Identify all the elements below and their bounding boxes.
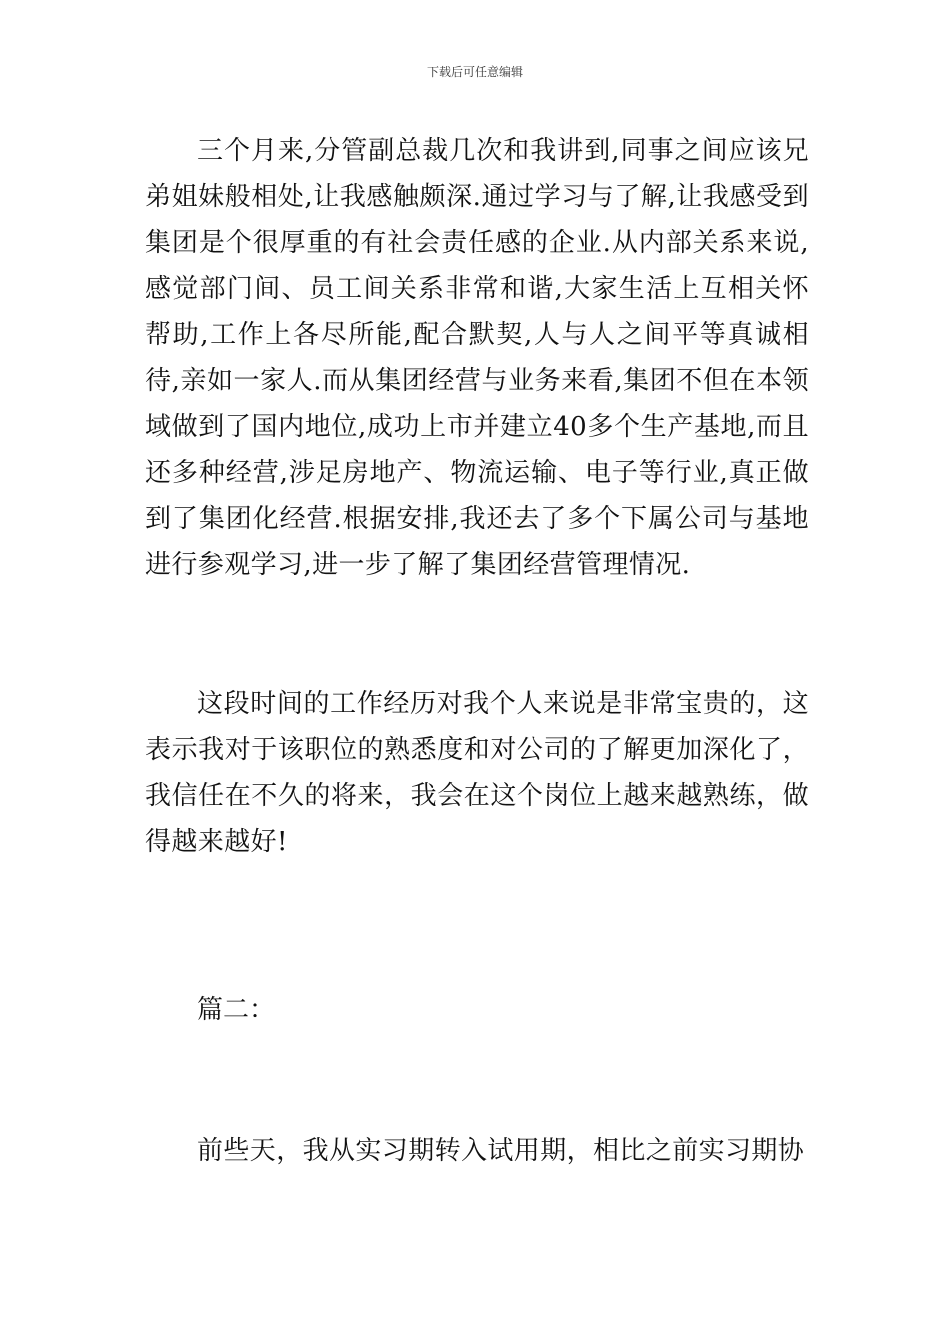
paragraph-3: 前些天，我从实习期转入试用期，相比之前实习期协 (197, 1136, 805, 1166)
document-body (145, 128, 809, 1174)
section-heading: 篇二： (197, 995, 276, 1025)
page-header: 下载后可任意编辑 (426, 65, 523, 79)
paragraph-2: 这段时间的工作经历对我个人来说是非常宝贵的，这表示我对于该职位的熟悉度和对公司的了解更加深化了，我信任在不久的将来，我会在这个岗位上越来越熟练，做得越来越好! (145, 689, 809, 857)
paragraph-1: 三个月来,分管副总裁几次和我讲到,同事之间应该兄弟姐妹般相处,让我感触颇深.通过学习与了解,让我感受到集团是个很厚重的有社会责任感的企业.从内部关系来说,感觉部门间、员工间关系非常和谐,大家生活上互相关怀帮助,工作上各尽所能,配合默契,人与人之间平等真诚相待,亲如一家人.而从集团经营与业务来看,集团不但在本领域做到了国内地位,成功上市并建立40多个生产基地,而且还多种经营,涉足房地产、物流运输、电子等行业,真正做到了集团化经营.根据安排,我还去了多个下属公司与基地进行参观学习,进一步了解了集团经营管理情况. (145, 136, 809, 580)
